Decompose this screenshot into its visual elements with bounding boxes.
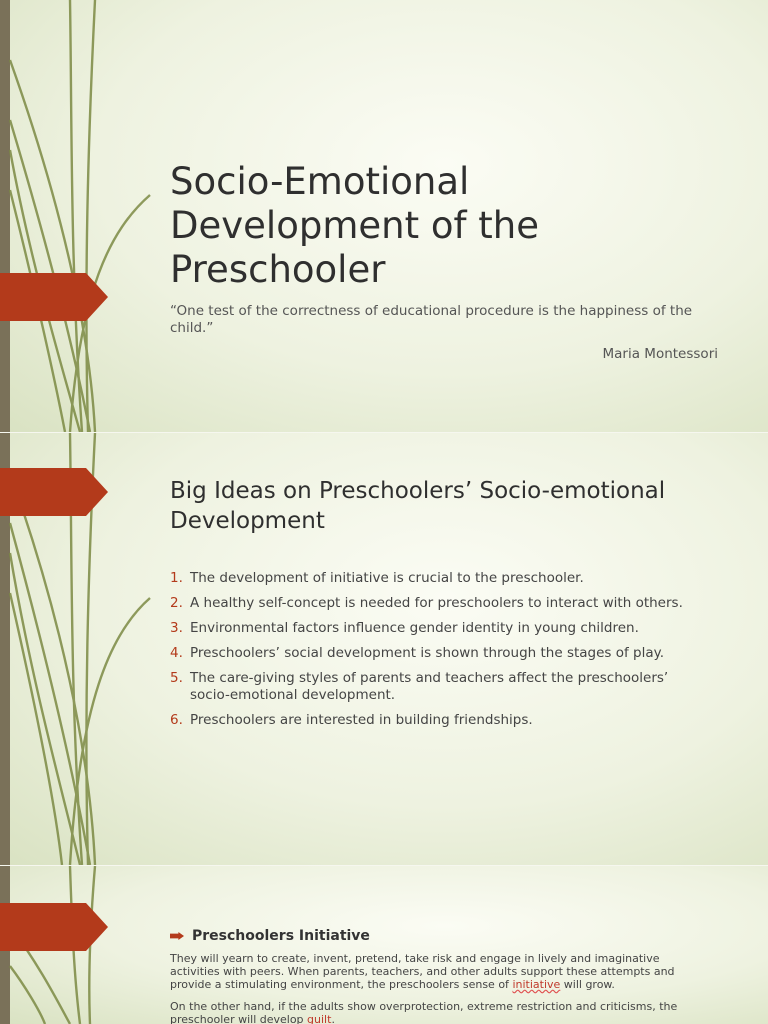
item-number: 4. xyxy=(170,645,183,661)
item-number: 6. xyxy=(170,712,183,728)
list-item xyxy=(170,620,710,637)
item-text: Environmental factors influence gender identity in young children. xyxy=(190,620,639,636)
big-ideas-list xyxy=(170,570,710,737)
slide-big-ideas xyxy=(0,433,768,865)
list-item xyxy=(170,645,710,662)
arrow-bullet-icon xyxy=(170,932,184,940)
highlight-term: initiative xyxy=(512,978,561,991)
initiative-paragraph xyxy=(170,952,710,991)
section-heading-text: Preschoolers Initiative xyxy=(192,928,370,944)
slide-title xyxy=(0,0,768,432)
para-text: They will yearn to create, invent, pretend, take risk and engage in lively and imaginative activities with peers. When parents, teachers, and other adults support these attempts and provide a stimulating environment, the preschoolers sense of xyxy=(170,952,675,991)
quote-author: Maria Montessori xyxy=(602,346,718,362)
slide-initiative xyxy=(0,866,768,1024)
item-text: Preschoolers are interested in building friendships. xyxy=(190,712,533,728)
para-text: On the other hand, if the adults show overprotection, extreme restriction and criticisms, the preschooler will develop xyxy=(170,1000,678,1024)
item-text: The development of initiative is crucial to the preschooler. xyxy=(190,570,584,586)
item-text: The care-giving styles of parents and teachers affect the preschoolers’ socio-emotional development. xyxy=(190,670,669,703)
slide-title-heading: Socio-Emotional Development of the Preschooler xyxy=(170,160,539,291)
list-item xyxy=(170,595,710,612)
section-heading xyxy=(170,928,370,944)
item-number: 5. xyxy=(170,670,183,686)
item-number: 2. xyxy=(170,595,183,611)
para-text: . xyxy=(331,1013,335,1024)
item-text: A healthy self-concept is needed for preschoolers to interact with others. xyxy=(190,595,683,611)
list-item xyxy=(170,670,710,704)
accent-arrow-tab xyxy=(0,273,108,321)
quote-text: “One test of the correctness of educational procedure is the happiness of the child.” xyxy=(170,303,693,336)
list-item xyxy=(170,570,710,587)
accent-arrow-tab xyxy=(0,903,108,951)
item-number: 3. xyxy=(170,620,183,636)
para-text: will grow. xyxy=(560,978,615,991)
item-number: 1. xyxy=(170,570,183,586)
slide-heading: Big Ideas on Preschoolers’ Socio-emotional Development xyxy=(170,478,666,534)
highlight-term: guilt xyxy=(307,1013,332,1024)
guilt-paragraph xyxy=(170,1000,710,1024)
accent-arrow-tab xyxy=(0,468,108,516)
list-item xyxy=(170,712,710,729)
item-text: Preschoolers’ social development is shown through the stages of play. xyxy=(190,645,664,661)
